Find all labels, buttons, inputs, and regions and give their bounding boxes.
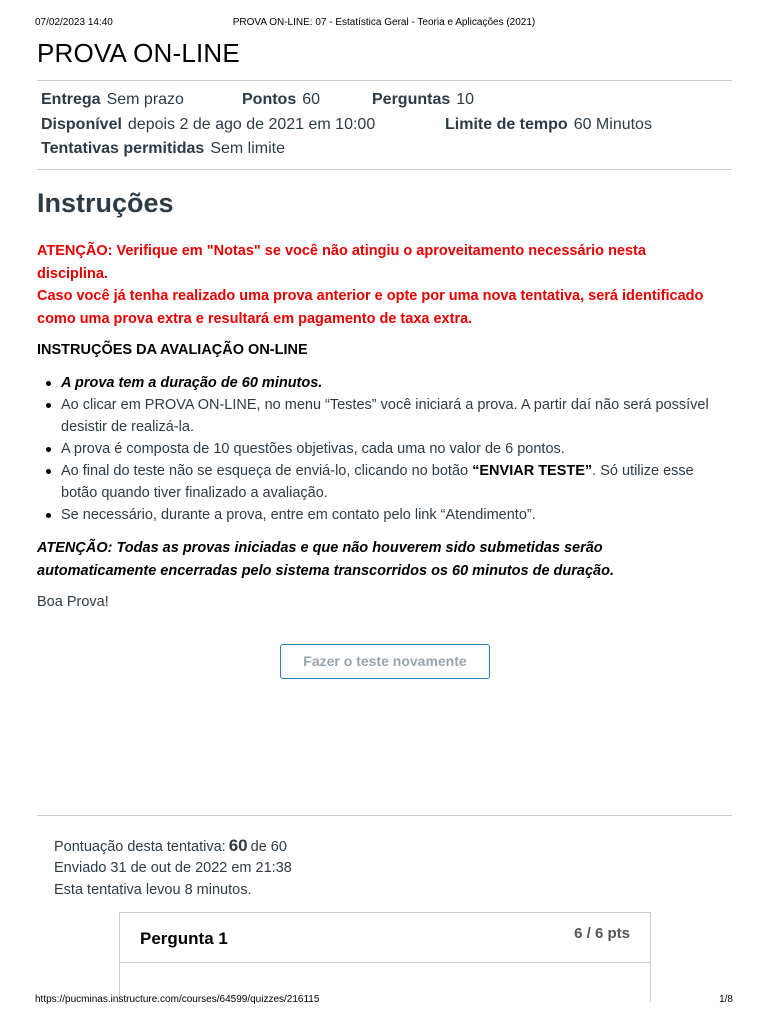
meta-pontos: [242, 91, 320, 109]
meta-label: Tentativas permitidas: [41, 140, 205, 157]
instructions-list: [37, 372, 717, 526]
score-value: 60: [228, 836, 248, 855]
meta-value: 60: [302, 91, 321, 108]
meta-limite-tempo: [445, 116, 652, 134]
question-title: Pergunta 1: [140, 929, 228, 948]
grade-warning: [37, 240, 717, 330]
page-title: PROVA ON-LINE: [37, 38, 240, 68]
attempt-submitted: Enviado 31 de out de 2022 em 21:38: [54, 860, 292, 876]
list-item-emphasis: “ENVIAR TESTE”: [472, 463, 593, 479]
list-item-text: . Só utilize esse botão quando tiver finalizado a avaliação.: [61, 463, 694, 501]
print-page-number: 1/8: [719, 994, 733, 1005]
meta-disponivel: [41, 116, 375, 134]
final-warning: ATENÇÃO: Todas as provas iniciadas e que não houverem sido submetidas serão automaticamente encerradas pelo sistema transcorridos os 60 minutos de duração.: [37, 540, 614, 579]
question-points: 6 / 6 pts: [574, 925, 630, 942]
grade-warning-line-2: Caso você já tenha realizado uma prova anterior e opte por uma nova tentativa, será identificado como uma prova extra e resultará em pagamento de taxa extra.: [37, 288, 704, 327]
list-item-text: Ao clicar em PROVA ON-LINE, no menu “Testes” você iniciará a prova. A partir daí não será possível desistir de realizá-la.: [61, 397, 709, 435]
list-item: [37, 372, 717, 394]
print-footer: [0, 994, 768, 1008]
divider: [37, 815, 732, 816]
print-document-title: PROVA ON-LINE: 07 - Estatística Geral - Teoria e Aplicações (2021): [232, 17, 536, 28]
meta-value: Sem limite: [210, 140, 285, 157]
meta-entrega: [41, 91, 184, 109]
question-card: [119, 912, 651, 1002]
meta-value: 10: [456, 91, 475, 108]
meta-label: Pontos: [242, 91, 297, 108]
list-item-text: Ao final do teste não se esqueça de enviá-lo, clicando no botão: [61, 463, 473, 479]
meta-label: Perguntas: [372, 91, 451, 108]
closing-text: Boa Prova!: [37, 594, 109, 610]
meta-label: Entrega: [41, 91, 101, 108]
list-item-text: A prova é composta de 10 questões objetivas, cada uma no valor de 6 pontos.: [61, 441, 565, 457]
attempt-score: [54, 836, 287, 856]
grade-warning-line-1: ATENÇÃO: Verifique em "Notas" se você não atingiu o aproveitamento necessário nesta disciplina.: [37, 243, 646, 282]
list-item: [37, 438, 717, 460]
meta-label: Disponível: [41, 116, 122, 133]
list-item: [37, 504, 717, 526]
meta-label: Limite de tempo: [445, 116, 568, 133]
list-item: [37, 460, 717, 504]
score-total: de 60: [250, 839, 287, 855]
question-header: [120, 913, 650, 963]
print-url: https://pucminas.instructure.com/courses/64599/quizzes/216115: [35, 994, 320, 1005]
meta-perguntas: [372, 91, 474, 109]
instructions-heading: Instruções: [37, 188, 174, 218]
meta-value: 60 Minutos: [573, 116, 652, 133]
meta-tentativas: [41, 140, 285, 158]
retake-quiz-button[interactable]: Fazer o teste novamente: [280, 644, 490, 679]
print-header: [0, 17, 768, 31]
meta-value: depois 2 de ago de 2021 em 10:00: [127, 116, 376, 133]
divider: [37, 169, 732, 170]
instructions-subheading: INSTRUÇÕES DA AVALIAÇÃO ON-LINE: [37, 342, 308, 358]
divider: [37, 80, 732, 81]
print-datetime: 07/02/2023 14:40: [35, 17, 113, 28]
attempt-duration: Esta tentativa levou 8 minutos.: [54, 882, 252, 898]
score-label: Pontuação desta tentativa:: [54, 839, 226, 855]
list-item-text: Se necessário, durante a prova, entre em contato pelo link “Atendimento”.: [61, 507, 536, 523]
list-item: [37, 394, 717, 438]
list-item-text: A prova tem a duração de 60 minutos.: [61, 375, 323, 391]
meta-value: Sem prazo: [106, 91, 184, 108]
